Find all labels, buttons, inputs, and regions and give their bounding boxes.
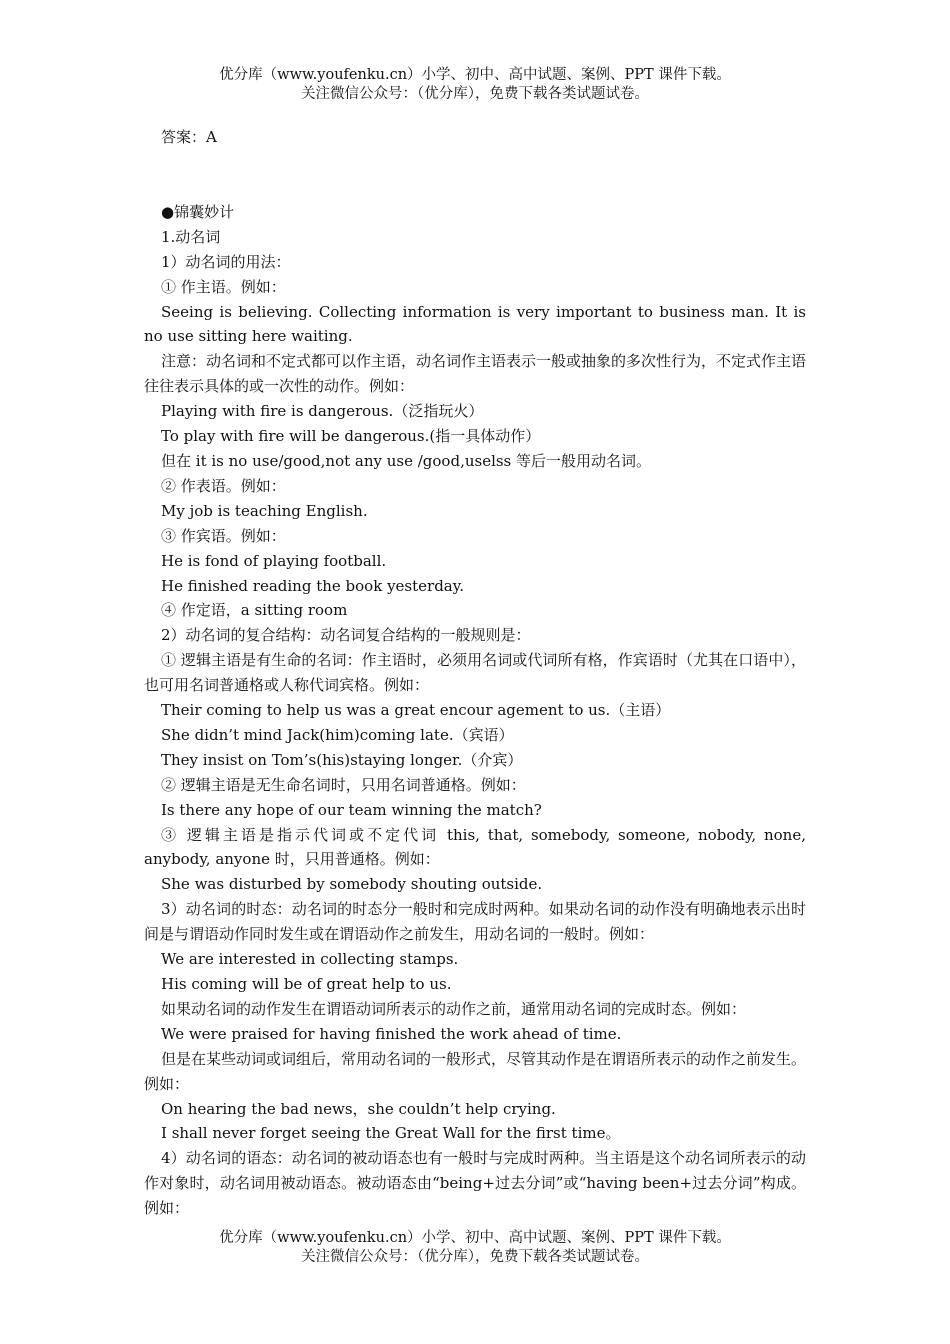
paragraph: He finished reading the book yesterday. [161,576,464,595]
spacer [144,150,806,200]
paragraph: ② 逻辑主语是无生命名词时，只用名词普通格。例如： [161,775,526,794]
paragraph: I shall never forget seeing the Great Wall for the first time。 [161,1124,621,1143]
paragraph: 如果动名词的动作发生在谓语动词所表示的动作之前，通常用动名词的完成时态。例如： [161,999,747,1018]
page-header [0,66,950,104]
paragraph: Their coming to help us was a great encour agement to us.（主语） [161,701,671,720]
paragraph: She was disturbed by somebody shouting outside. [161,875,543,894]
document-body [144,125,806,1221]
paragraph: ① 作主语。例如： [161,277,286,296]
paragraph: ① 逻辑主语是有生命的名词：作主语时，必须用名词或代词所有格，作宾语时（尤其在口语中），也可用名词普通格或人称代词宾格。例如： [144,651,806,695]
paragraph: We were praised for having finished the work ahead of time. [161,1024,622,1043]
paragraph: ④ 作定语，a sitting room [161,601,348,620]
paragraph: 2）动名词的复合结构：动名词复合结构的一般规则是： [161,626,531,645]
paragraph: Seeing is believing. Collecting information is very important to business man. It is no use sitting here waiting. [144,302,806,346]
paragraph: 4）动名词的语态：动名词的被动语态也有一般时与完成时两种。当主语是这个动名词所表示的动作对象时，动名词用被动语态。被动语态由“being+过去分词”或“having been+过去分词”构成。例如： [144,1149,806,1218]
paragraph: On hearing the bad news，she couldn’t help crying. [161,1099,556,1118]
paragraph: He is fond of playing football. [161,551,387,570]
paragraph: 但是在某些动词或词组后，常用动名词的一般形式，尽管其动作是在谓语所表示的动作之前发生。例如： [144,1049,807,1093]
paragraph: She didn’t mind Jack(him)coming late.（宾语） [161,725,514,744]
paragraph: ③ 逻辑主语是指示代词或不定代词 this, that, somebody, someone, nobody, none, anybody, anyone 时，只用普通格。例如： [144,825,806,869]
paragraph: ③ 作宾语。例如： [161,526,286,545]
paragraph: My job is teaching English. [161,501,368,520]
paragraph: They insist on Tom’s(his)staying longer.（介宾） [161,750,523,769]
paragraph: 3）动名词的时态：动名词的时态分一般时和完成时两种。如果动名词的动作没有明确地表示出时间是与谓语动作同时发生或在谓语动作之前发生，用动名词的一般时。例如： [144,900,806,944]
page-footer [0,1229,950,1267]
header-line-2: 关注微信公众号：（优分库），免费下载各类试题试卷。 [301,86,649,102]
paragraph: 但在 it is no use/good,not any use /good,uselss 等后一般用动名词。 [161,451,652,470]
header-line-1: 优分库（www.youfenku.cn）小学、初中、高中试题、案例、PPT 课件下载。 [219,67,731,83]
paragraph: Is there any hope of our team winning the match? [161,800,542,819]
footer-line-1: 优分库（www.youfenku.cn）小学、初中、高中试题、案例、PPT 课件下载。 [219,1230,731,1246]
paragraph: Playing with fire is dangerous.（泛指玩火） [161,402,484,421]
paragraph: 注意：动名词和不定式都可以作主语，动名词作主语表示一般或抽象的多次性行为，不定式作主语往往表示具体的或一次性的动作。例如： [144,352,807,396]
paragraph: 1.动名词 [161,227,221,246]
paragraph: His coming will be of great help to us. [161,975,452,993]
footer-line-2: 关注微信公众号：（优分库），免费下载各类试题试卷。 [301,1249,649,1265]
paragraph: ② 作表语。例如： [161,476,286,495]
paragraph: 1）动名词的用法： [161,252,291,271]
paragraph: To play with fire will be dangerous.(指一具体动作） [161,427,541,446]
answer-line: 答案：A [161,128,217,146]
paragraph: We are interested in collecting stamps. [161,950,459,969]
paragraph: ●锦囊妙计 [161,202,235,221]
